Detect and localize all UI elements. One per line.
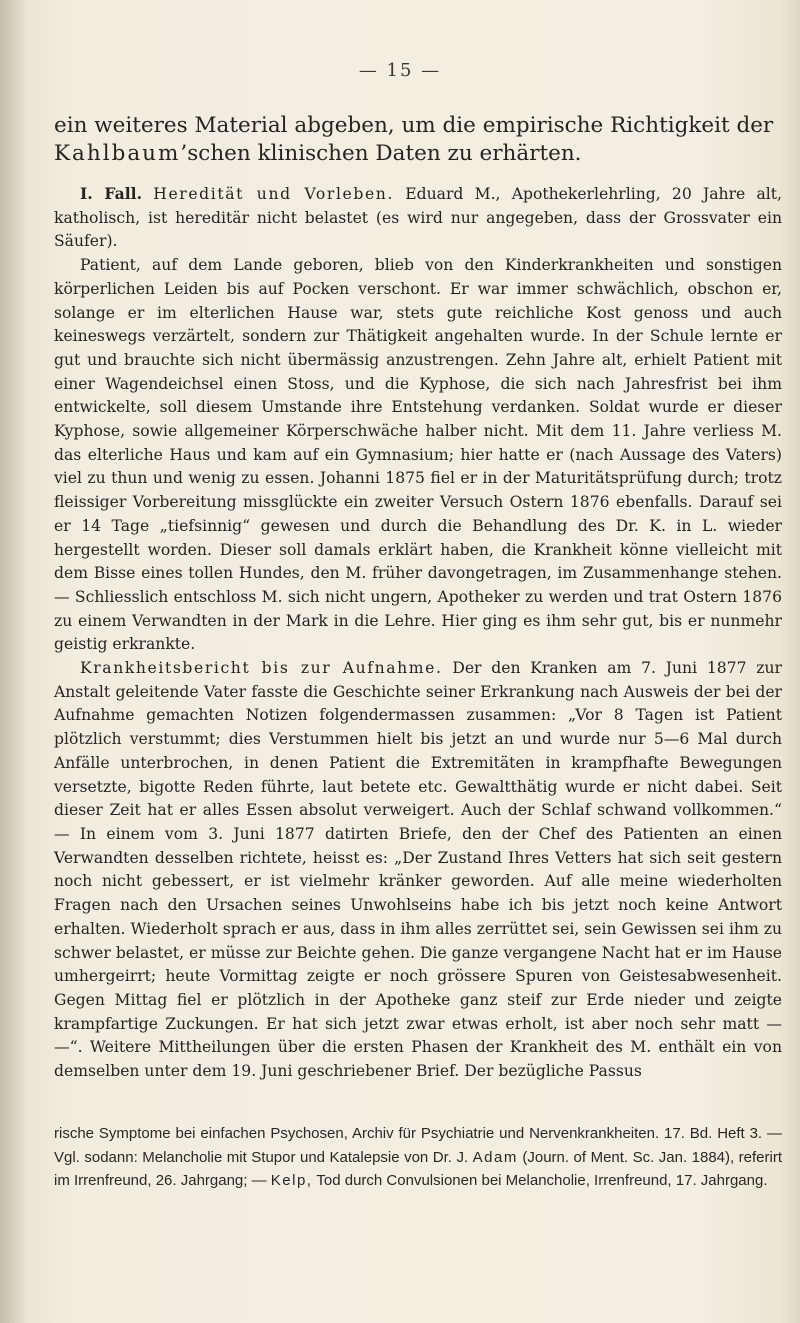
case-paragraph-1 [54, 182, 782, 254]
intro-text-before: ein weiteres Material abgeben, um die empirische Richtigkeit der [54, 113, 774, 138]
footnote-part-1: rische Symptome bei einfachen Psychosen, Archiv für Psychiatrie und Nervenkrankheiten. 17. Bd. Heft 3. — Vgl. sodann: Melancholie mit Stupor und Katalepsie von Dr. J. [54, 1125, 782, 1166]
intro-text-after: ’schen klinischen Daten zu erhärten. [180, 141, 582, 166]
footnote-name-adam: Adam [472, 1148, 518, 1166]
case-paragraph-1-text: Eduard M., Apothekerlehrling, 20 Jahre alt, katholisch, ist hereditär nicht belastet (es wird nur angegeben, dass der Grossvater ein Säufer). [54, 185, 782, 251]
section-heading-heredity: Heredität und Vorleben. [153, 185, 394, 203]
footnote [54, 1122, 782, 1193]
case-label: I. Fall. [80, 184, 143, 203]
intro-author-name: Kahlbaum [54, 141, 181, 166]
case-paragraph-2: Patient, auf dem Lande geboren, blieb von den Kinderkrankheiten und sonstigen körperlichen Leiden bis auf Pocken verschont. Er war immer schwächlich, obschon er, solange er im elterlichen Hause war, stets gute reichliche Kost genoss und auch keineswegs verzärtelt, sondern zur Thätigkeit angehalten wurde. In der Schule lernte er gut und brauchte sich nicht übermässig anzustrengen. Zehn Jahre alt, erhielt Patient mit einer Wagendeichsel einen Stoss, und die Kyphose, die sich nach Jahresfrist bei ihm entwickelte, soll diesem Umstande ihre Entstehung verdanken. Soldat wurde er dieser Kyphose, sowie allgemeiner Körperschwäche halber nicht. Mit dem 11. Jahre verliess M. das elterliche Haus und kam auf ein Gymnasium; hier hatte er (nach Aussage des Vaters) viel zu thun und wenig zu essen. Johanni 1875 fiel er in der Maturitätsprüfung durch; trotz fleissiger Vorbereitung missglückte ein zweiter Versuch Ostern 1876 ebenfalls. Darauf sei er 14 Tage „tiefsinnig“ gewesen und durch die Behandlung des Dr. K. in L. wieder hergestellt worden. Dieser soll damals erklärt haben, die Krankheit könne vielleicht mit dem Bisse eines tollen Hundes, den M. früher davongetragen, im Zusammenhange stehen. — Schliesslich entschloss M. sich nicht ungern, Apotheker zu werden und trat Ostern 1876 zu einem Verwandten in der Mark in die Lehre. Hier ging es ihm sehr gut, bis er nunmehr geistig erkrankte. [54, 256, 782, 654]
main-text [54, 112, 782, 1084]
case-paragraph-3-text: Der den Kranken am 7. Juni 1877 zur Anstalt geleitende Vater fasste die Geschichte seiner Erkrankung nach Ausweis der bei der Aufnahme gemachten Notizen folgendermassen zusammen: „Vor 8 Tagen ist Patient plötzlich verstummt; dies Verstummen hielt bis jetzt an und wurde nur 5—6 Mal durch Anfälle unterbrochen, in denen Patient die Extremitäten in krampfhafte Bewegungen versetzte, bigotte Reden führte, laut betete etc. Gewaltthätig wurde er nicht dabei. Seit dieser Zeit hat er alles Essen absolut verweigert. Auch der Schlaf schwand vollkommen.“ — In einem vom 3. Juni 1877 datirten Briefe, den der Chef des Patienten an einen Verwandten desselben richtete, heisst es: „Der Zustand Ihres Vetters hat sich seit gestern noch nicht gebessert, er ist vielmehr kränker geworden. Auf alle meine wiederholten Fragen nach den Ursachen seines Unwohlseins habe ich bis jetzt noch keine Antwort erhalten. Wiederholt sprach er aus, dass in ihm alles zerrüttet sei, sein Gewissen sei ihm zu schwer belastet, er müsse zur Beichte gehen. Die ganze vergangene Nacht hat er im Hause umhergeirrt; heute Vormittag zeigte er noch grössere Spuren von Geistesabwesenheit. Gegen Mittag fiel er plötzlich in der Apotheke ganz steif zur Erde nieder und zeigte krampfartige Zuckungen. Er hat sich jetzt zwar etwas erholt, ist aber noch sehr matt — —“. Weitere Mittheilungen über die ersten Phasen der Krankheit des M. enthält ein von demselben unter dem 19. Juni geschriebener Brief. Der bezügliche Passus [54, 659, 782, 1081]
footnote-name-kelp: Kelp, [270, 1172, 313, 1189]
page-spine-shadow [0, 0, 26, 1323]
case-paragraph-3 [54, 657, 782, 1084]
section-heading-illness-report: Krankheitsbericht bis zur Aufnahme. [80, 659, 443, 678]
page-number: — 15 — [358, 60, 442, 81]
intro-paragraph [54, 112, 782, 168]
footnote-part-3: Tod durch Convulsionen bei Melancholie, Irrenfreund, 17. Jahrgang. [316, 1172, 768, 1189]
footnote-part-2: (Journ. of Ment. Sc. Jan. 1884), referirt im Irrenfreund, 26. Jahrgang; — [54, 1148, 783, 1189]
